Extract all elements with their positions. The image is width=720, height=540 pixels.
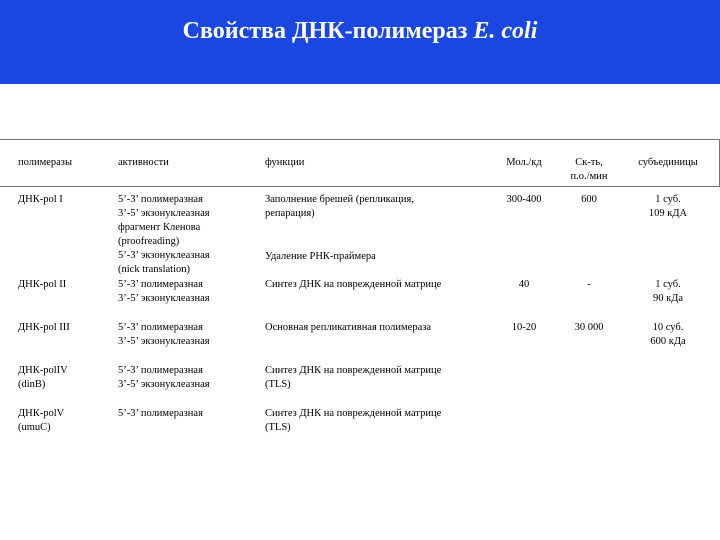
header-speed-line: п.о./мин <box>570 171 608 182</box>
header-mol-weight: Мол./кд <box>506 157 542 168</box>
polymerase-line: ДНК-polV <box>18 408 65 419</box>
header-activities: активности <box>118 157 169 168</box>
activity-line: 3’-5’ экзонуклеазная <box>118 293 210 304</box>
row-pol1-subunits <box>622 193 714 221</box>
activity-line: 3’-5’ экзонуклеазная <box>118 336 210 347</box>
header-speed-line: Ск-ть, <box>575 157 603 168</box>
activity-line: 5’-3’ полимеразная <box>118 279 203 290</box>
row-pol3-mol-weight: 10-20 <box>511 322 537 333</box>
row-pol2-subunits <box>622 278 714 306</box>
row-pol4-function <box>265 364 441 392</box>
polymerase-table <box>0 139 720 439</box>
row-pol1-function <box>265 193 414 221</box>
header-speed <box>560 156 618 184</box>
row-pol3-activities <box>118 321 210 349</box>
function-line: Синтез ДНК на поврежденной матрице <box>265 408 442 419</box>
activity-line: 3’-5’ экзонуклеазная <box>118 379 210 390</box>
activity-line: фрагмент Кленова <box>118 222 201 233</box>
table-top-border <box>0 139 720 140</box>
title-organism: E. coli <box>473 18 538 44</box>
page-title <box>0 18 720 45</box>
row-pol1-speed: 600 <box>581 194 597 205</box>
polymerase-line: (dinB) <box>18 379 46 390</box>
activity-line: (nick translation) <box>118 264 191 275</box>
row-pol3-speed: 30 000 <box>574 322 604 333</box>
function-line: Синтез ДНК на поврежденной матрице <box>265 365 442 376</box>
activity-line: 5’-3’ экзонуклеазная <box>118 250 210 261</box>
title-banner <box>0 0 720 84</box>
function-line: (TLS) <box>265 422 291 433</box>
function-line: Заполнение брешей (репликация, <box>265 194 414 205</box>
row-pol1-mol-weight: 300-400 <box>506 194 542 205</box>
activity-line: 3’-5’ экзонуклеазная <box>118 208 210 219</box>
subunit-line: 1 суб. <box>655 279 681 290</box>
activity-line: 5’-3’ полимеразная <box>118 322 203 333</box>
row-pol2-activities <box>118 278 210 306</box>
subunit-line: 90 кДа <box>652 293 684 304</box>
row-pol4-activities <box>118 364 210 392</box>
subunit-line: 1 суб. <box>655 194 681 205</box>
row-pol4-name <box>18 364 68 392</box>
polymerase-line: (umuC) <box>18 422 51 433</box>
header-functions: функции <box>265 157 305 168</box>
row-pol1-name: ДНК-pol I <box>18 194 63 205</box>
row-pol2-mol-weight: 40 <box>518 279 530 290</box>
subunit-line: 600 кДа <box>650 336 686 347</box>
row-pol1-function-2: Удаление РНК-праймера <box>265 251 376 262</box>
activity-line: 5’-3’ полимеразная <box>118 365 203 376</box>
header-separator <box>0 186 720 187</box>
row-pol5-function <box>265 407 441 435</box>
row-pol2-function: Синтез ДНК на поврежденной матрице <box>265 279 442 290</box>
row-pol3-name: ДНК-pol III <box>18 322 70 333</box>
activity-line: (proofreading) <box>118 236 180 247</box>
subunit-line: 10 суб. <box>652 322 684 333</box>
row-pol3-subunits <box>622 321 714 349</box>
row-pol2-speed: - <box>587 279 591 290</box>
header-polymerases: полимеразы <box>18 157 73 168</box>
polymerase-line: ДНК-polIV <box>18 365 68 376</box>
activity-line: 5’-3’ полимеразная <box>118 194 203 205</box>
row-pol5-activities: 5’-3’ полимеразная <box>118 408 203 419</box>
header-subunits: субъединицы <box>638 157 698 168</box>
subunit-line: 109 кДА <box>648 208 688 219</box>
row-pol2-name: ДНК-pol II <box>18 279 67 290</box>
row-pol1-activities <box>118 193 210 277</box>
function-line: (TLS) <box>265 379 291 390</box>
title-text: Свойства ДНК-полимераз <box>182 18 474 44</box>
row-pol3-function: Основная репликативная полимераза <box>265 322 432 333</box>
function-line: репарация) <box>265 208 315 219</box>
row-pol5-name <box>18 407 64 435</box>
